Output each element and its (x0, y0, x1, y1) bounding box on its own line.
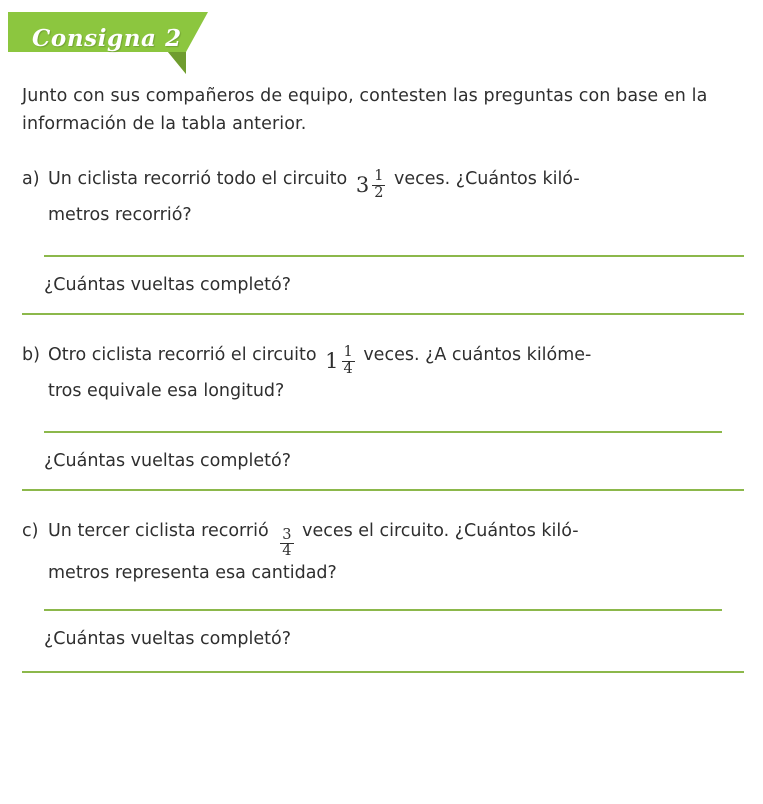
question-a-numerator: 1 (374, 168, 384, 185)
question-b-frac (342, 345, 355, 376)
question-block-b (22, 341, 744, 491)
question-c-denominator: 4 (282, 543, 292, 560)
question-a-denominator: 2 (374, 184, 384, 201)
question-c-text-before: Un tercer ciclista recorrió (48, 520, 269, 541)
worksheet-content (22, 82, 744, 673)
question-a-line (22, 165, 744, 229)
question-block-c (22, 517, 744, 674)
question-c-text (48, 517, 744, 588)
consigna-banner (8, 12, 208, 74)
question-a-fraction (356, 169, 386, 200)
question-a-text-after: veces. ¿Cuántos kiló- (394, 168, 580, 189)
subquestion-b: ¿Cuántas vueltas completó? (44, 450, 291, 471)
question-b-marker: b) (22, 344, 40, 365)
question-b-text-after: veces. ¿A cuántos kilóme- (363, 344, 592, 365)
question-b-fraction (325, 345, 355, 376)
question-c-marker: c) (22, 520, 39, 541)
question-c-line (22, 517, 744, 588)
question-b-whole: 1 (325, 348, 339, 373)
question-b-numerator: 1 (343, 344, 353, 361)
question-b-denominator: 4 (343, 360, 353, 377)
subquestion-c: ¿Cuántas vueltas completó? (44, 629, 291, 650)
answer-line-c2[interactable] (22, 671, 744, 673)
question-c-fraction (277, 528, 293, 559)
question-b-text (48, 341, 744, 405)
question-a-frac (372, 169, 385, 200)
question-a-text (48, 165, 744, 229)
question-c-frac (280, 528, 293, 559)
answer-line-b2[interactable] (22, 489, 744, 491)
subquestion-a: ¿Cuántas vueltas completó? (44, 274, 291, 295)
question-a-whole: 3 (355, 172, 370, 197)
question-a-marker: a) (22, 168, 40, 189)
question-c-text-after: veces el circuito. ¿Cuántos kiló- (302, 520, 579, 541)
intro-paragraph: Junto con sus compañeros de equipo, contesten las preguntas con base en la información de la tabla anterior. (22, 86, 708, 135)
question-b-text-before: Otro ciclista recorrió el circuito (48, 344, 317, 365)
question-c-line2: metros representa esa cantidad? (48, 563, 337, 584)
question-a-text-before: Un ciclista recorrió todo el circuito (48, 168, 348, 189)
question-b-line (22, 341, 744, 405)
question-b-line2: tros equivale esa longitud? (48, 380, 285, 401)
answer-line-a2[interactable] (22, 313, 744, 315)
consigna-title: Consigna 2 (32, 25, 182, 52)
question-a-line2: metros recorrió? (48, 204, 192, 225)
question-c-numerator: 3 (282, 527, 292, 544)
question-block-a (22, 165, 744, 315)
